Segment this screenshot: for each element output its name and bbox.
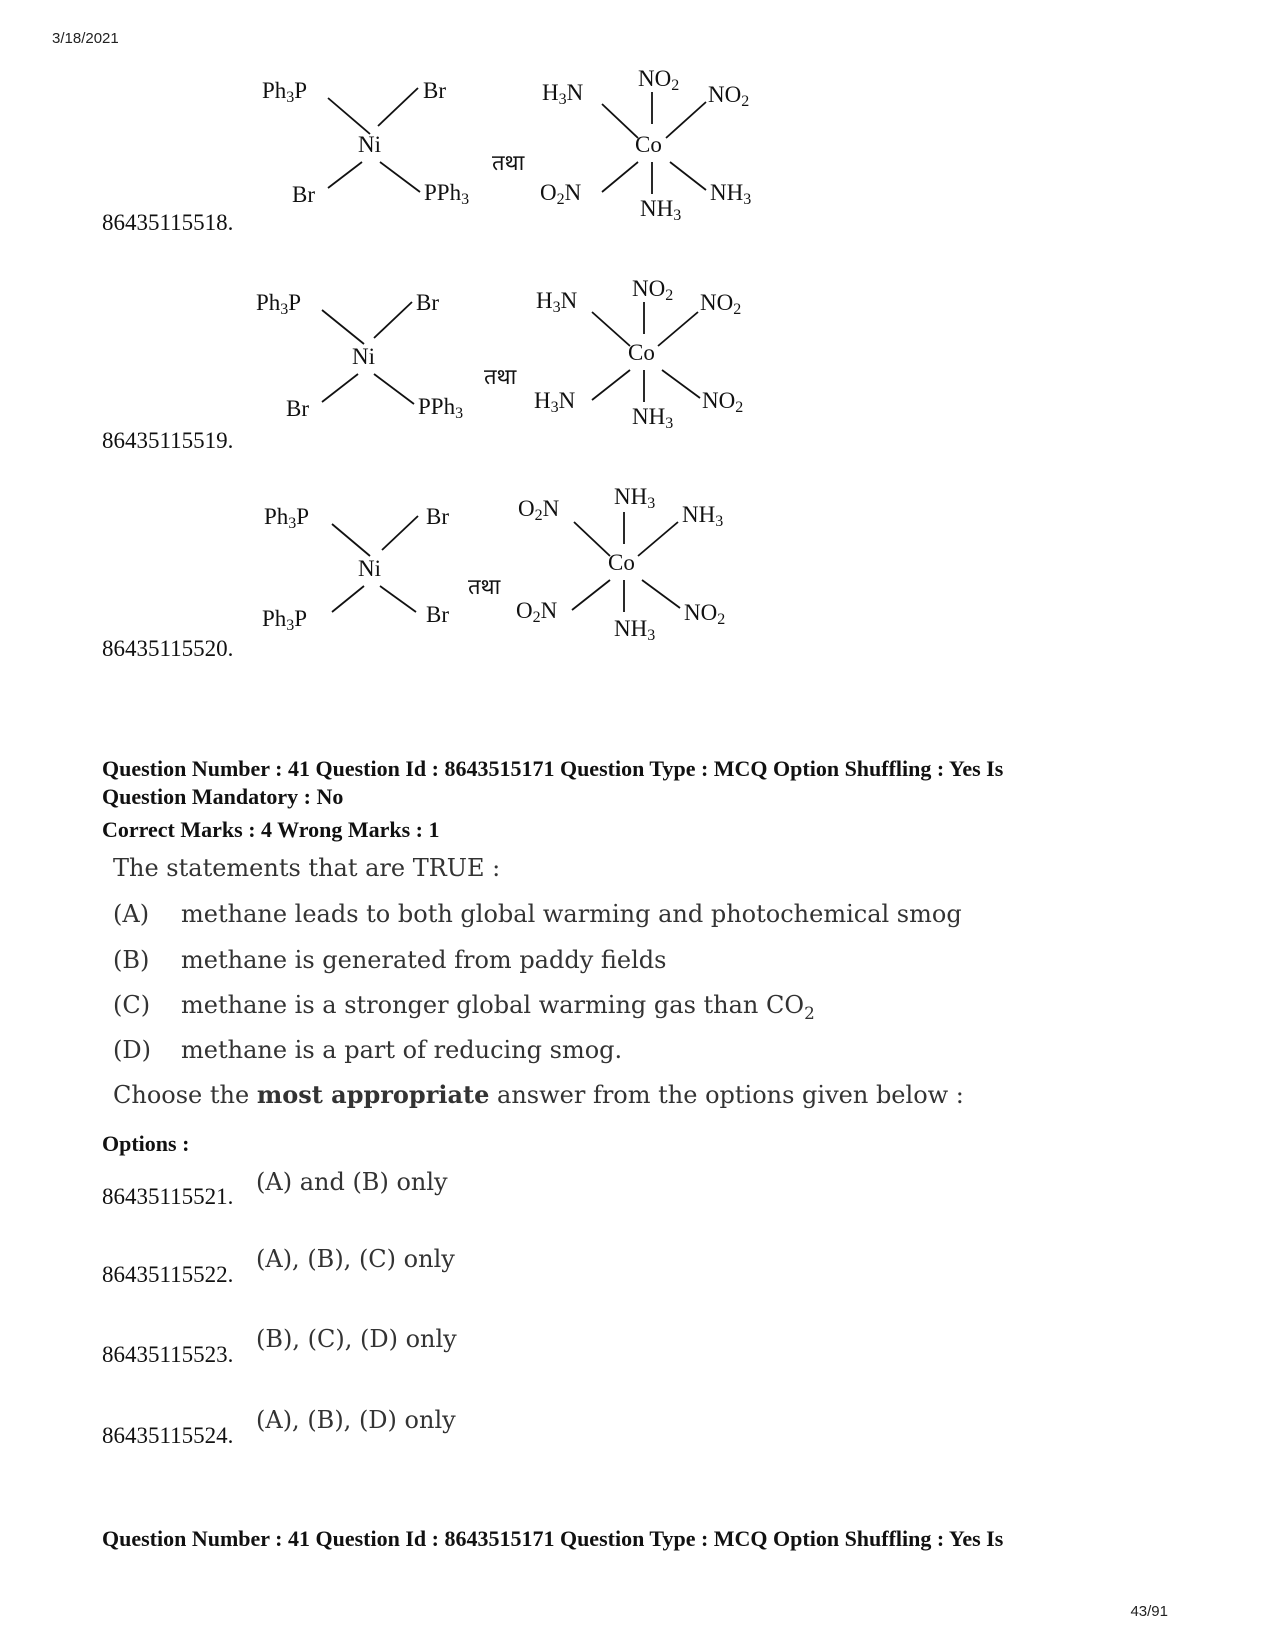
ligand: Ph3P: [262, 78, 308, 106]
statement-label: (B): [113, 946, 150, 974]
statement-label: (D): [113, 1036, 151, 1064]
metal-center: Ni: [358, 132, 381, 157]
choose-bold: most appropriate: [256, 1080, 490, 1109]
statement-text: methane is a stronger global warming gas than CO: [181, 991, 805, 1019]
metal-center: Co: [628, 340, 655, 365]
print-date: 3/18/2021: [52, 30, 119, 47]
option-id: 86435115522.: [102, 1262, 234, 1287]
statement-label: (C): [113, 991, 151, 1019]
ligand: Br: [286, 396, 309, 421]
question-mandatory: Question Mandatory : No: [102, 784, 344, 809]
statement-text: methane is generated from paddy fields: [181, 946, 667, 974]
structure-option-1: [240, 58, 800, 243]
ligand: Br: [416, 290, 439, 315]
option-id: 86435115520.: [102, 636, 234, 661]
ligand: H3N: [536, 288, 578, 316]
ligand: NO2: [638, 66, 680, 94]
ligand: Br: [426, 602, 449, 627]
question-intro: The statements that are TRUE :: [113, 854, 501, 882]
ligand: O2N: [516, 598, 558, 626]
options-label: Options :: [102, 1131, 190, 1156]
option-id: 86435115521.: [102, 1184, 234, 1209]
ligand: NH3: [710, 180, 752, 208]
question-marks: Correct Marks : 4 Wrong Marks : 1: [102, 817, 440, 842]
statement-text: methane leads to both global warming and photochemical smog: [181, 900, 962, 928]
page-number: 43/91: [1130, 1603, 1168, 1620]
choose-suffix: answer from the options given below :: [489, 1081, 964, 1109]
ligand: H3N: [534, 388, 576, 416]
option-text: (B), (C), (D) only: [256, 1325, 457, 1353]
ligand: NO2: [702, 388, 744, 416]
choose-prefix: Choose the: [113, 1081, 257, 1109]
ligand: Ph3P: [256, 290, 302, 318]
ligand: O2N: [540, 180, 582, 208]
metal-center: Ni: [358, 556, 381, 581]
option-text: (A), (B), (C) only: [256, 1245, 455, 1273]
ligand: PPh3: [418, 394, 464, 422]
ligand: NH3: [682, 502, 724, 530]
ligand: O2N: [518, 496, 560, 524]
statement-label: (A): [113, 900, 150, 928]
option-text: (A), (B), (D) only: [256, 1406, 456, 1434]
ligand: NH3: [614, 616, 656, 644]
metal-center: Co: [635, 132, 662, 157]
ligand: NO2: [684, 600, 726, 628]
ligand: PPh3: [424, 180, 470, 208]
connector-word: तथा: [468, 574, 501, 599]
ligand: NH3: [614, 484, 656, 512]
next-question-meta: Question Number : 41 Question Id : 8643515171 Question Type : MCQ Option Shuffling : Yes Is: [102, 1526, 1004, 1551]
ligand: Br: [292, 182, 315, 207]
ligand: NO2: [708, 82, 750, 110]
option-id: 86435115523.: [102, 1342, 234, 1367]
ligand: Ph3P: [264, 504, 310, 532]
statement-d: [113, 1036, 622, 1064]
subscript: 2: [804, 1002, 815, 1023]
ligand: Br: [426, 504, 449, 529]
ligand: NO2: [700, 290, 742, 318]
option-id: 86435115524.: [102, 1423, 234, 1448]
option-text: (A) and (B) only: [256, 1168, 448, 1196]
ligand: H3N: [542, 80, 584, 108]
ligand: NO2: [632, 276, 674, 304]
ligand: Ph3P: [262, 606, 308, 634]
statement-a: [113, 900, 962, 928]
structure-option-2: [240, 272, 800, 457]
structure-option-3: [240, 482, 800, 667]
ligand: NH3: [632, 404, 674, 432]
statement-text: methane is a part of reducing smog.: [181, 1036, 623, 1064]
metal-center: Co: [608, 550, 635, 575]
option-id: 86435115518.: [102, 210, 234, 235]
question-meta: [102, 755, 1003, 811]
metal-center: Ni: [352, 344, 375, 369]
statement-c: [113, 991, 815, 1023]
connector-word: तथा: [492, 150, 525, 175]
choose-instruction: [113, 1080, 964, 1109]
connector-word: तथा: [484, 364, 517, 389]
statement-b: [113, 946, 666, 974]
ligand: Br: [423, 78, 446, 103]
option-id: 86435115519.: [102, 428, 234, 453]
question-meta-line: Question Number : 41 Question Id : 8643515171 Question Type : MCQ Option Shuffling : Yes Is: [102, 756, 1004, 781]
ligand: NH3: [640, 196, 682, 224]
